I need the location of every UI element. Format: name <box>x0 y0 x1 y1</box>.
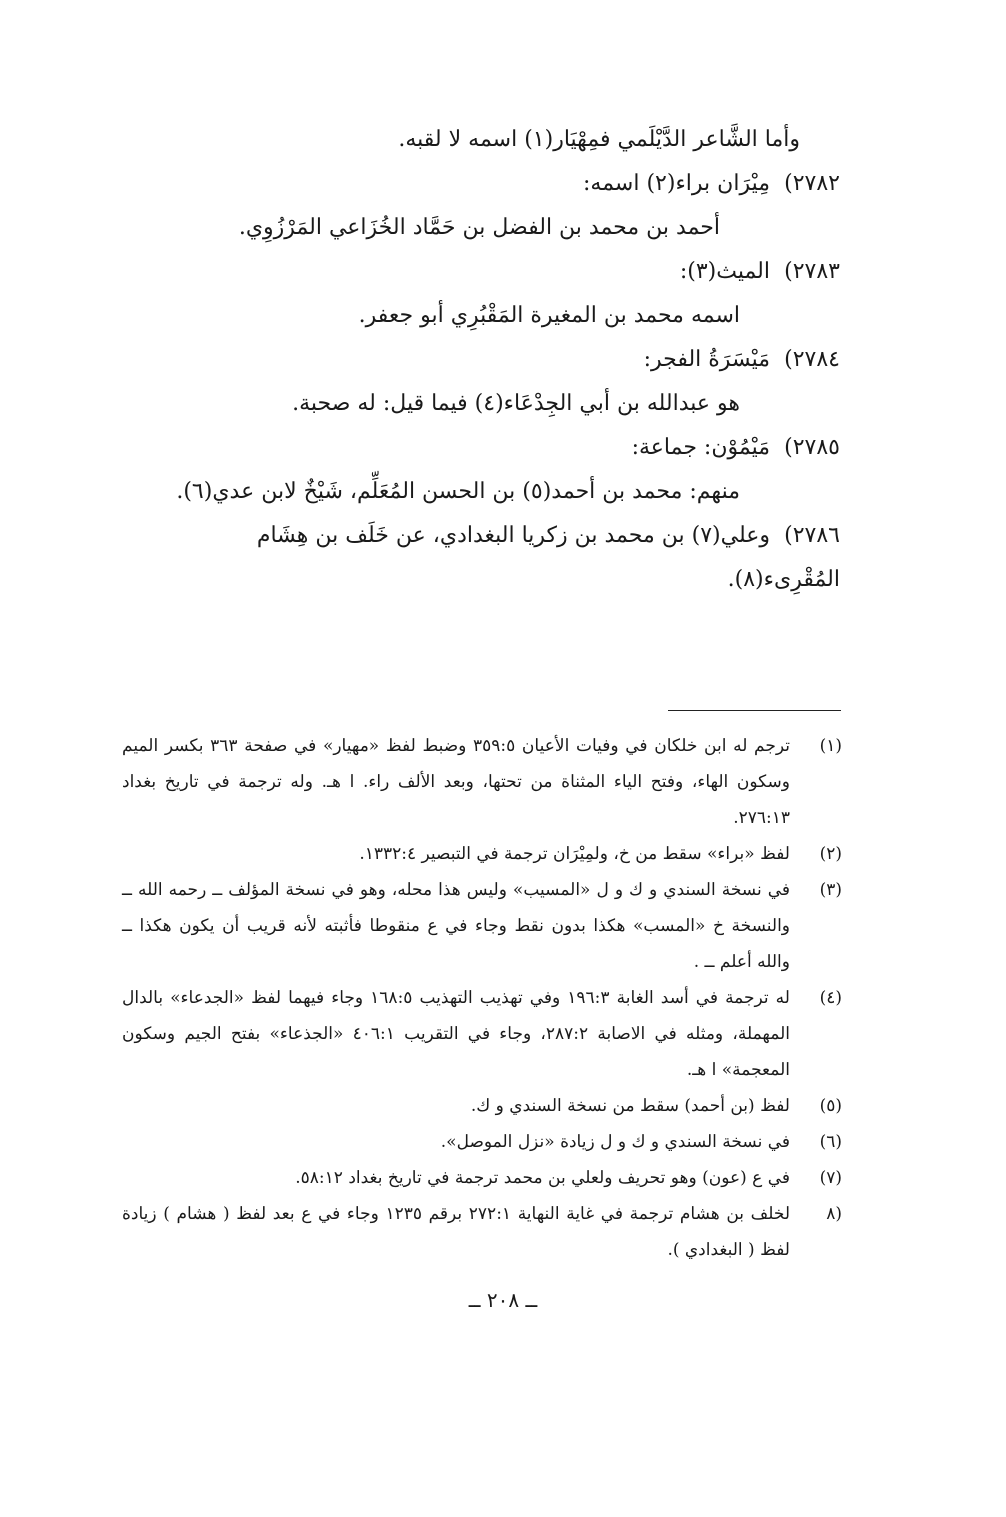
entry-number: ٢٧٨٢) <box>784 171 840 196</box>
entry-body: اسمه محمد بن المغيرة المَقْبُرِي أبو جعفر. <box>358 303 740 328</box>
footnote-text: لفظ «براء» سقط من خ، ولمِيْرَان ترجمة في التبصير ١٣٣٢:٤. <box>359 844 790 864</box>
footnote-text: ترجم له ابن خلكان في وفيات الأعيان ٣٥٩:٥ وضبط لفظ «مهيار» في صفحة ٣٦٣ بكسر الميم وسكون الهاء، وفتح الياء المثناة من تحتها، وبعد الألف راء. ا هـ. وله ترجمة في تاريخ بغداد ٢٧٦:١٣. <box>122 736 790 828</box>
footnote <box>122 1088 842 1124</box>
entry-heading: وعلي(٧) بن محمد بن زكريا البغدادي، عن خَلَف بن هِشَام <box>256 523 770 548</box>
entry-heading: مَيْمُوْن: جماعة: <box>631 435 770 460</box>
footnote <box>122 728 842 836</box>
entry-continuation: المُقْرِىء(٨). <box>727 567 840 592</box>
entry-2786 <box>150 514 840 558</box>
entry-heading: مَيْسَرَةُ الفجر: <box>643 347 770 372</box>
footnote-text: في نسخة السندي و ك و ل زيادة «نزل الموصل». <box>440 1132 790 1152</box>
footnotes <box>122 728 842 1268</box>
footnote-text: لفظ (بن أحمد) سقط من نسخة السندي و ك. <box>470 1096 790 1116</box>
footnote <box>122 872 842 980</box>
intro-line: وأما الشَّاعر الدَّيْلَمي فمِهْيَار(١) اسمه لا لقبه. <box>398 127 800 152</box>
footnote-text: لخلف بن هشام ترجمة في غاية النهاية ٢٧٢:١ برقم ١٢٣٥ وجاء في ع بعد لفظ ( هشام ) زيادة لفظ ( البغدادي ). <box>122 1204 791 1260</box>
footnote-number: (٧) <box>819 1168 842 1188</box>
footnote <box>122 980 842 1088</box>
footnote <box>122 1160 842 1196</box>
entry-heading: الميث(٣): <box>679 259 770 284</box>
footnote <box>122 1124 842 1160</box>
page-number: ــ ٢٠٨ ــ <box>468 1288 538 1312</box>
footnote-number: (٥) <box>819 1096 842 1116</box>
main-text <box>150 118 840 602</box>
entry-2784 <box>150 338 840 382</box>
entry-2783 <box>150 250 840 294</box>
footnote-number: (٢) <box>819 844 842 864</box>
entry-body: منهم: محمد بن أحمد(٥) بن الحسن المُعَلِّم، شَيْخٌ لابن عدي(٦). <box>176 479 740 504</box>
footnote-text: له ترجمة في أسد الغابة ١٩٦:٣ وفي تهذيب التهذيب ١٦٨:٥ وجاء فيهما لفظ «الجدعاء» بالدال المهملة، ومثله في الاصابة ٢٨٧:٢، وجاء في التقريب ٤٠٦:١ «الجذعاء» بفتح الجيم وسكون المعجمة» ا هـ. <box>122 988 790 1080</box>
footnote-text: في ع (عون) وهو تحريف ولعلي بن محمد ترجمة في تاريخ بغداد ٥٨:١٢. <box>295 1168 790 1188</box>
footnote-separator <box>668 710 841 711</box>
entry-number: ٢٧٨٥) <box>784 435 840 460</box>
entry-body: أحمد بن محمد بن الفضل بن حَمَّاد الخُزَاعي المَرْزُوِي. <box>238 215 720 240</box>
footnote-number: (٣) <box>819 880 842 900</box>
footnote <box>122 836 842 872</box>
footnote-number: (٤) <box>819 988 842 1008</box>
footnote <box>122 1196 842 1268</box>
footnote-number: (٨ <box>826 1204 842 1224</box>
entry-2782 <box>150 162 840 206</box>
entry-number: ٢٧٨٤) <box>784 347 840 372</box>
entry-number: ٢٧٨٣) <box>784 259 840 284</box>
footnote-text: في نسخة السندي و ك و ل «المسيب» وليس هذا محله، وهو في نسخة المؤلف ــ رحمه الله ــ والنسخة خ «المسب» هكذا بدون نقط وجاء في ع منقوطا فأثبته لأنه قريب أن يكون هكذا ــ والله أعلم ــ . <box>122 880 790 972</box>
entry-body: هو عبدالله بن أبي الجِدْعَاء(٤) فيما قيل: له صحبة. <box>292 391 740 416</box>
entry-2785 <box>150 426 840 470</box>
footnote-number: (٦) <box>819 1132 842 1152</box>
entry-number: ٢٧٨٦) <box>784 523 840 548</box>
entry-heading: مِيْرَان براء(٢) اسمه: <box>582 171 770 196</box>
footnote-number: (١) <box>819 736 842 756</box>
